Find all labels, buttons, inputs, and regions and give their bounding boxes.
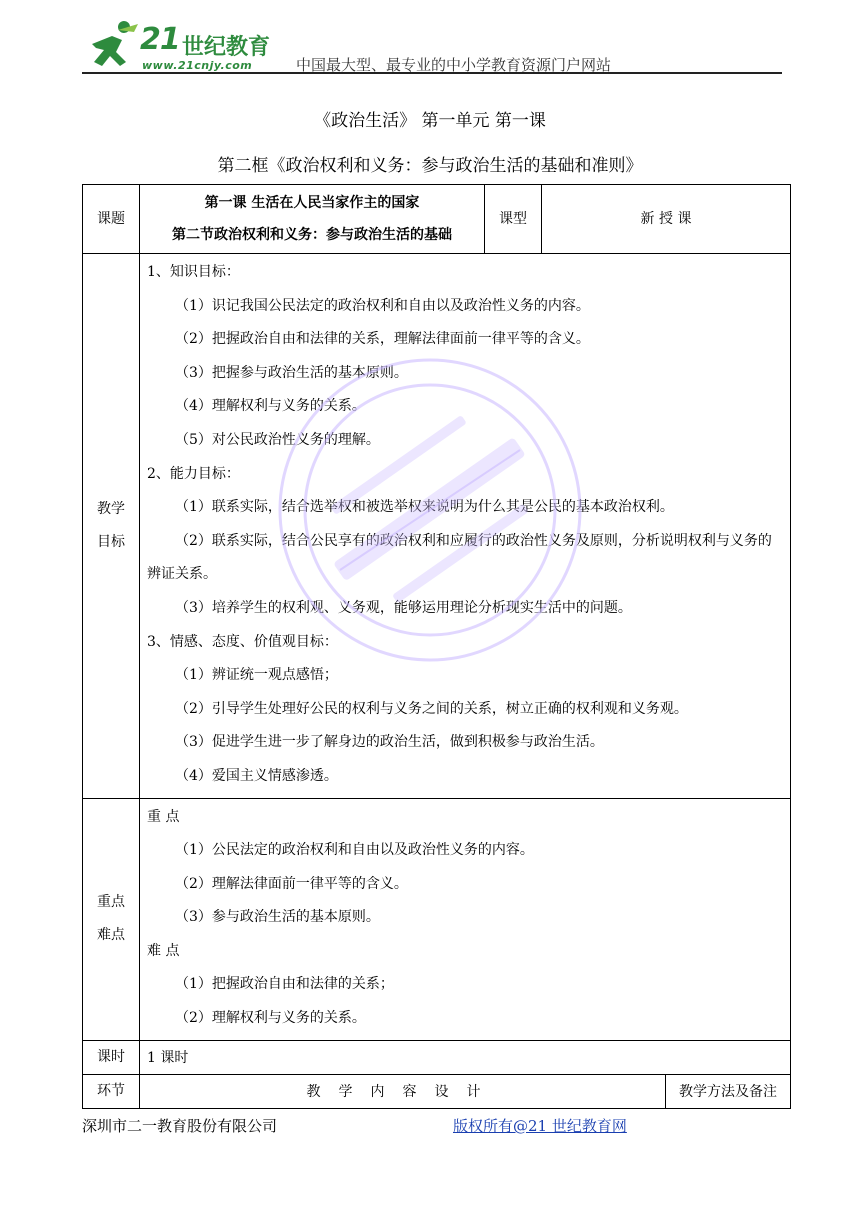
keypoints-content bbox=[140, 798, 791, 1040]
objective-item: （3）促进学生进一步了解身边的政治生活，做到积极参与政治生活。 bbox=[175, 734, 604, 751]
lesson-plan-table bbox=[82, 184, 791, 1109]
objective-item: （1）识记我国公民法定的政治权利和自由以及政治性义务的内容。 bbox=[175, 297, 590, 314]
topic-label: 课题 bbox=[83, 185, 140, 254]
objectives-row bbox=[83, 254, 791, 799]
objectives-content bbox=[140, 254, 791, 799]
objective-item: （3）把握参与政治生活的基本原则。 bbox=[175, 364, 408, 381]
keypoint-heading: 重 点 bbox=[147, 808, 180, 825]
topic-line-2: 第二节政治权利和义务：参与政治生活的基础 bbox=[172, 227, 452, 243]
hours-label: 课时 bbox=[83, 1040, 140, 1074]
objectives-label-line-2: 目标 bbox=[97, 533, 125, 550]
site-header bbox=[82, 18, 780, 74]
objective-item: （4）爱国主义情感渗透。 bbox=[175, 767, 338, 784]
methods-header: 教学方法及备注 bbox=[666, 1074, 791, 1108]
keypoint-item: （1）公民法定的政治权利和自由以及政治性义务的内容。 bbox=[175, 842, 534, 859]
footer-company: 深圳市二一教育股份有限公司 bbox=[82, 1117, 278, 1135]
document-subtitle: 第二框《政治权利和义务：参与政治生活的基础和准则》 bbox=[217, 156, 643, 176]
topic-cell bbox=[140, 185, 485, 254]
section-header-row bbox=[83, 1074, 791, 1108]
keypoint-item: （3）参与政治生活的基本原则。 bbox=[175, 909, 380, 926]
keypoint-item: （2）理解法律面前一律平等的含义。 bbox=[175, 875, 408, 892]
keypoint-item: （2）理解权利与义务的关系。 bbox=[175, 1010, 366, 1027]
objective-item: （5）对公民政治性义务的理解。 bbox=[175, 431, 380, 448]
runner-icon bbox=[82, 18, 142, 74]
objective-item: （2）把握政治自由和法律的关系，理解法律面前一律平等的含义。 bbox=[175, 331, 590, 348]
objective-heading: 2、能力目标： bbox=[147, 465, 240, 482]
objective-item: （2）联系实际，结合公民享有的政治权利和应履行的政治性义务及原则，分析说明权利与义务的辨证关系。 bbox=[147, 532, 772, 583]
objectives-label-line-1: 教学 bbox=[97, 500, 125, 517]
logo-number: 21 bbox=[140, 22, 180, 57]
keypoints-label-line-2: 难点 bbox=[97, 927, 125, 944]
site-logo bbox=[82, 18, 282, 74]
logo-url: www.21cnjy.com bbox=[142, 59, 253, 72]
site-slogan: 中国最大型、最专业的中小学教育资源门户网站 bbox=[296, 56, 612, 74]
header-divider bbox=[82, 72, 782, 74]
content-design-header: 教学内容设计 bbox=[140, 1074, 666, 1108]
keypoint-heading: 难 点 bbox=[147, 942, 180, 959]
objective-item: （1）辨证统一观点感悟； bbox=[175, 667, 338, 684]
objective-item: （3）培养学生的权利观、义务观，能够运用理论分析现实生活中的问题。 bbox=[175, 599, 632, 616]
objective-item: （1）联系实际，结合选举权和被选举权来说明为什么其是公民的基本政治权利。 bbox=[175, 499, 674, 516]
objectives-label bbox=[83, 254, 140, 799]
topic-line-1: 第一课 生活在人民当家作主的国家 bbox=[204, 195, 420, 211]
keypoints-label-line-1: 重点 bbox=[97, 894, 125, 911]
hours-value: 1 课时 bbox=[140, 1040, 791, 1074]
topic-row bbox=[83, 185, 791, 254]
lesson-type-value: 新 授 课 bbox=[542, 185, 791, 254]
logo-text: 世纪教育 bbox=[182, 35, 271, 60]
objective-item: （2）引导学生处理好公民的权利与义务之间的关系，树立正确的权利观和义务观。 bbox=[175, 700, 688, 717]
keypoints-row bbox=[83, 798, 791, 1040]
footer-copyright-link[interactable]: 版权所有@21 世纪教育网 bbox=[453, 1117, 627, 1135]
lesson-type-label: 课型 bbox=[485, 185, 542, 254]
keypoints-label bbox=[83, 798, 140, 1040]
section-label: 环节 bbox=[83, 1074, 140, 1108]
objective-item: （4）理解权利与义务的关系。 bbox=[175, 398, 366, 415]
objective-heading: 3、情感、态度、价值观目标： bbox=[147, 633, 338, 650]
objective-heading: 1、知识目标： bbox=[147, 264, 240, 280]
hours-row bbox=[83, 1040, 791, 1074]
keypoint-item: （1）把握政治自由和法律的关系； bbox=[175, 976, 394, 993]
document-title: 《政治生活》 第一单元 第一课 bbox=[314, 111, 546, 131]
